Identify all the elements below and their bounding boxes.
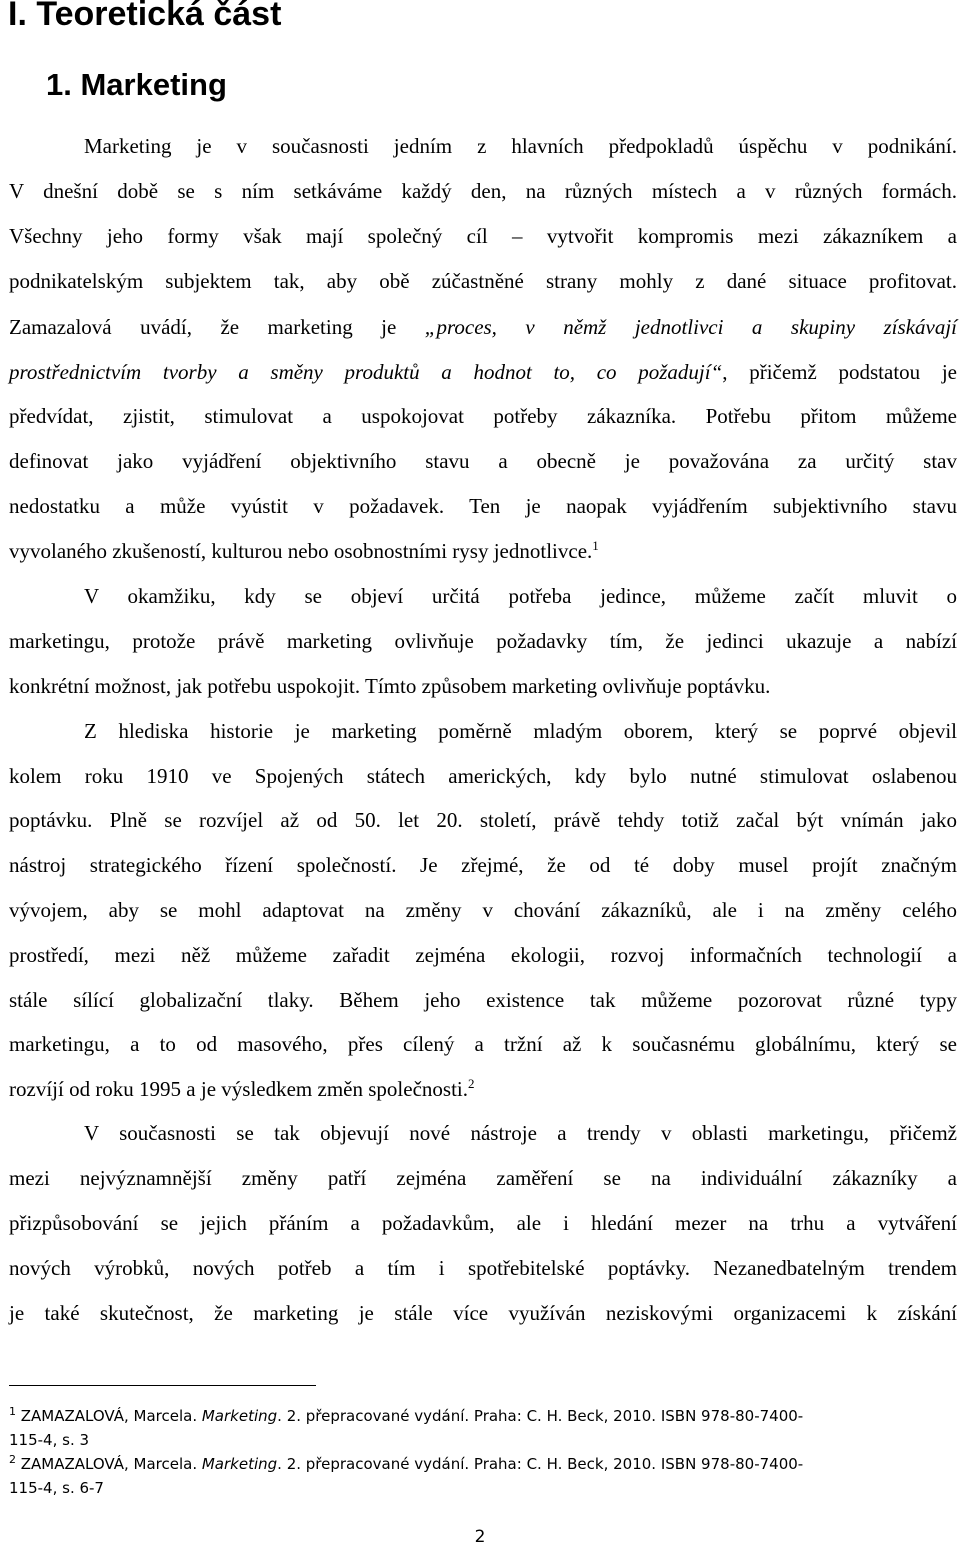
text-line: [9, 626, 957, 656]
italic-text: Marketing: [201, 1407, 278, 1425]
text-run: prostředí, mezi něž můžeme zařadit zejména ekologii, rozvoj informačních technologií a: [9, 943, 957, 967]
text-line: [9, 805, 957, 835]
text-run: definovat jako vyjádření objektivního stavu a obecně je považována za určitý stav: [9, 449, 957, 473]
text-line: [9, 671, 957, 701]
footnote-line: [9, 1429, 949, 1451]
text-line: [9, 401, 957, 431]
text-line: [9, 266, 957, 296]
text-line: [9, 985, 957, 1015]
text-line: [84, 581, 957, 611]
text-run: je také skutečnost, že marketing je stále více využíván neziskovými organizacemi k získání: [9, 1301, 957, 1325]
text-run: přizpůsobování se jejich přáním a požadavkům, ale i hledání mezer na trhu a vytváření: [9, 1211, 957, 1235]
text-run: nástroj strategického řízení společností. Je zřejmé, že od té doby musel projít značným: [9, 853, 957, 877]
text-line: [9, 357, 957, 387]
text-run: kolem roku 1910 ve Spojených státech amerických, kdy bylo nutné stimulovat oslabenou: [9, 764, 957, 788]
text-run: ZAMAZALOVÁ, Marcela.: [16, 1407, 202, 1425]
footnote-ref: 1: [592, 538, 599, 553]
footnote-separator: [9, 1385, 316, 1386]
text-run: Z hlediska historie je marketing poměrně mladým oborem, který se poprvé objevil: [84, 719, 957, 743]
text-line: [9, 1163, 957, 1193]
text-line: [9, 1253, 957, 1283]
text-run: marketingu, a to od masového, přes cílený a tržní až k současnému globálnímu, který se: [9, 1032, 957, 1056]
text-line: [84, 716, 957, 746]
text-line: [9, 446, 957, 476]
text-line: [9, 850, 957, 880]
text-run: , přičemž podstatou je: [722, 360, 957, 384]
text-run: Marketing je v současnosti jedním z hlavních předpokladů úspěchu v podnikání.: [84, 134, 957, 158]
text-line: [9, 536, 957, 566]
text-line: [9, 176, 957, 206]
text-line: [9, 221, 957, 251]
text-run: V současnosti se tak objevují nové nástroje a trendy v oblasti marketingu, přičemž: [84, 1121, 957, 1145]
text-run: podnikatelským subjektem tak, aby obě zúčastněné strany mohly z dané situace profitovat.: [9, 269, 957, 293]
footnote-line: [9, 1477, 949, 1499]
text-line: [9, 895, 957, 925]
text-run: . 2. přepracované vydání. Praha: C. H. Beck, 2010. ISBN 978-80-7400-: [277, 1407, 804, 1425]
italic-text: prostřednictvím tvorby a směny produktů a hodnot to, co požadují“: [9, 360, 723, 384]
text-run: konkrétní možnost, jak potřebu uspokojit. Tímto způsobem marketing ovlivňuje poptávku.: [9, 674, 771, 698]
footnote-ref: 2: [9, 1453, 16, 1466]
text-run: rozvíjí od roku 1995 a je výsledkem změn společnosti.: [9, 1077, 468, 1101]
text-line: [9, 491, 957, 521]
text-run: předvídat, zjistit, stimulovat a uspokojovat potřeby zákazníka. Potřebu přitom můžeme: [9, 404, 957, 428]
italic-text: „proces, v němž jednotlivci a skupiny získávají: [424, 315, 957, 339]
text-run: V dnešní době se s ním setkáváme každý den, na různých místech a v různých formách.: [9, 179, 957, 203]
footnote-line: [9, 1453, 949, 1475]
text-run: marketingu, protože právě marketing ovlivňuje požadavky tím, že jedinci ukazuje a nabízí: [9, 629, 957, 653]
text-line: [9, 1298, 957, 1328]
text-line: [84, 1118, 957, 1148]
text-line: [9, 940, 957, 970]
italic-text: Marketing: [201, 1455, 278, 1473]
text-run: . 2. přepracované vydání. Praha: C. H. Beck, 2010. ISBN 978-80-7400-: [277, 1455, 804, 1473]
text-run: mezi nejvýznamnější změny patří zejména zaměření se na individuální zákazníky a: [9, 1166, 957, 1190]
text-run: Všechny jeho formy však mají společný cíl – vytvořit kompromis mezi zákazníkem a: [9, 224, 957, 248]
footnote-ref: 2: [468, 1076, 475, 1091]
footnote-line: [9, 1405, 949, 1427]
page-number: 2: [474, 1527, 486, 1547]
text-line: [9, 1029, 957, 1059]
text-run: ZAMAZALOVÁ, Marcela.: [16, 1455, 202, 1473]
text-line: [9, 1208, 957, 1238]
text-line: [9, 761, 957, 791]
text-run: nedostatku a může vyústit v požadavek. Ten je naopak vyjádřením subjektivního stavu: [9, 494, 957, 518]
text-line: [9, 312, 957, 342]
text-run: nových výrobků, nových potřeb a tím i spotřebitelské poptávky. Nezanedbatelným trendem: [9, 1256, 957, 1280]
text-line: [84, 131, 957, 161]
text-line: [9, 1074, 957, 1104]
text-run: V okamžiku, kdy se objeví určitá potřeba jedince, můžeme začít mluvit o: [84, 584, 957, 608]
footnote-ref: 1: [9, 1405, 16, 1418]
text-run: vývojem, aby se mohl adaptovat na změny v chování zákazníků, ale i na změny celého: [9, 898, 957, 922]
text-run: stále sílící globalizační tlaky. Během jeho existence tak můžeme pozorovat různé typy: [9, 988, 957, 1012]
text-run: 115-4, s. 3: [9, 1431, 90, 1449]
part-heading: I. Teoretická část: [8, 0, 282, 33]
text-run: Zamazalová uvádí, že marketing je: [9, 315, 425, 339]
chapter-heading: 1. Marketing: [46, 67, 227, 102]
text-run: poptávku. Plně se rozvíjel až od 50. let 20. století, právě tehdy totiž začal být vnímán jako: [9, 808, 957, 832]
text-run: vyvolaného zkušeností, kulturou nebo osobnostními rysy jednotlivce.: [9, 539, 593, 563]
text-run: 115-4, s. 6-7: [9, 1479, 104, 1497]
